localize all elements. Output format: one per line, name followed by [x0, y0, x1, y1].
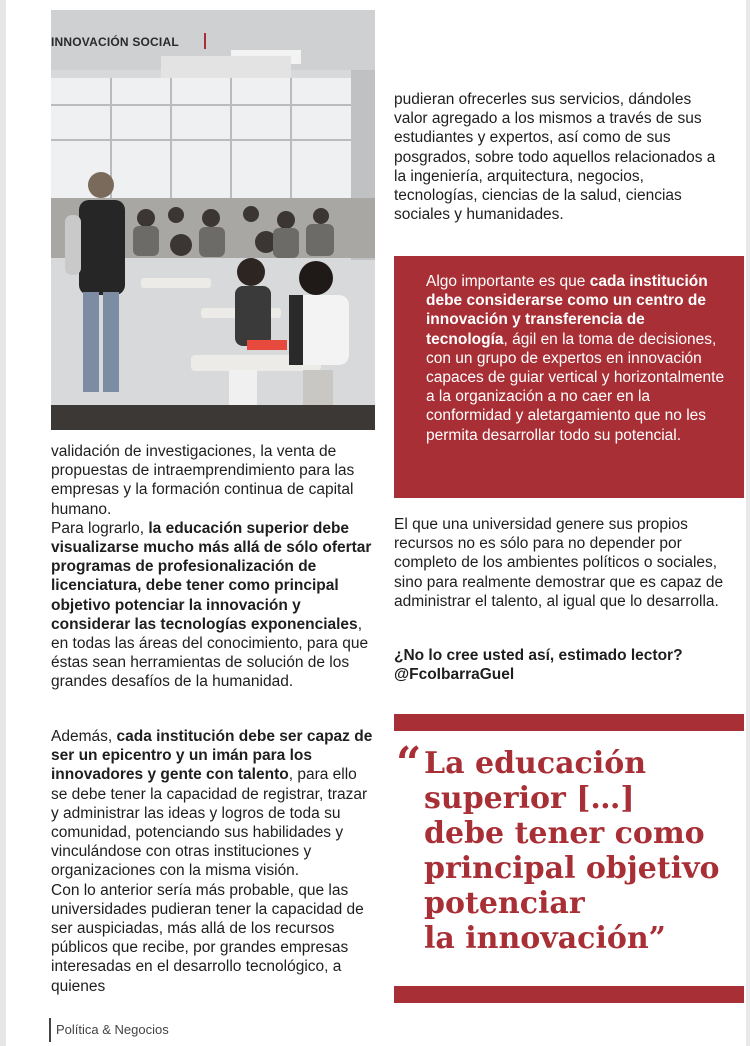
- left-paragraph-4: Con lo anterior sería más probable, que las universidades pudieran tener la capacidad de ser auspiciadas, más allá de los recursos públicos que recibe, por grandes empresas interesadas en el desarrollo tecnológico, a quienes: [51, 881, 364, 995]
- highlight-text: [426, 272, 726, 445]
- left-column-bottom: [51, 727, 373, 996]
- right-column-middle: [394, 515, 724, 611]
- left-paragraph-3: [51, 727, 373, 881]
- right-paragraph-after: El que una universidad genere sus propios recursos no es sólo para no depender por completo de los ambientes políticos o sociales, sino para realmente demostrar que es capaz de administrar el talento, al igual que lo desarrolla.: [394, 516, 724, 610]
- author-handle[interactable]: @FcoIbarraGuel: [394, 666, 515, 684]
- p2-bold: la educación superior debe visualizarse mucho más allá de sólo ofertar programas de profesionalización de licenciatura, debe tener como principal objetivo potenciar la innovación y considerar las tecnologías exponenciales: [51, 519, 372, 633]
- page-left-edge: [0, 0, 6, 1046]
- quote-bar-top: [394, 714, 744, 731]
- quote-open-mark: “: [396, 738, 422, 789]
- pull-quote-line: la innovación”: [424, 921, 666, 956]
- classroom-photo: [51, 10, 375, 430]
- footer-divider: [49, 1018, 51, 1042]
- quote-bar-bottom: [394, 986, 744, 1003]
- pull-quote-line: La educación: [424, 746, 647, 781]
- left-paragraph-2: [51, 519, 373, 692]
- closing-question: ¿No lo cree usted así, estimado lector?: [394, 647, 683, 664]
- p2-rest: , en todas las áreas del conocimiento, para que éstas sean herramientas de solución de los grandes desafíos de la humanidad.: [51, 615, 369, 691]
- right-column-top: [394, 90, 724, 224]
- pull-quote-line: debe tener como: [424, 816, 705, 851]
- pull-quote-line: principal objetivo: [424, 851, 720, 886]
- footer-section-name: Política & Negocios: [56, 1022, 169, 1037]
- pull-quote-line: superior […]: [424, 781, 635, 816]
- highlight-bold: cada institución debe considerarse como un centro de innovación y transferencia de tecnología: [426, 273, 708, 348]
- p2-lead: Para lograrlo,: [51, 519, 149, 537]
- page-right-edge: [746, 0, 750, 1046]
- section-tag: INNOVACIÓN SOCIAL: [51, 35, 179, 49]
- highlight-rest: , ágil en la toma de decisiones, con un grupo de expertos en innovación capaces de guiar vertical y horizontalmente a la organización a no caer en la conformidad y aletargamiento que no les permita desarrollar todo su potencial.: [426, 330, 725, 444]
- pull-quote-line: potenciar: [424, 886, 585, 921]
- p3-rest: , para ello se debe tener la capacidad de registrar, trazar y administrar las ideas y logros de toda su comunidad, potenciando sus habilidades y vinculándose con otras instituciones y organizaciones con la misma visión.: [51, 766, 368, 880]
- classroom-illustration: [51, 10, 375, 430]
- right-continuation-paragraph: pudieran ofrecerles sus servicios, dándoles valor agregado a los mismos a través de sus estudiantes y expertos, así como de sus posgrados, sobre todo aquellos relacionados a la ingeniería, arquitectura, negocios, tecnologías, ciencias de la salud, ciencias sociales y humanidades.: [394, 91, 716, 224]
- left-intro-paragraph: [51, 442, 373, 519]
- left-intro-text: validación de investigaciones, la venta de propuestas de intraemprendimiento para las empresas y la formación continua de capital humano.: [51, 443, 355, 518]
- section-tag-accent: [204, 33, 206, 49]
- closing-question-block: [394, 646, 724, 684]
- p3-bold: cada institución debe ser capaz de ser un epicentro y un imán para los innovadores y gente con talento: [51, 728, 373, 784]
- highlight-lead: Algo importante es que: [426, 273, 590, 290]
- left-column-top: [51, 442, 373, 692]
- pull-quote: [424, 746, 734, 956]
- p3-lead: Además,: [51, 728, 117, 745]
